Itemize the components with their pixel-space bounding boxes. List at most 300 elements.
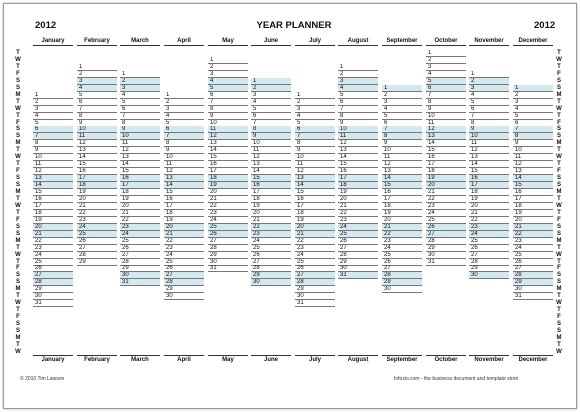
day-cell-april-10[interactable]: 10 (164, 154, 204, 161)
day-cell-january-5[interactable]: 5 (33, 120, 73, 127)
day-cell-september-12[interactable]: 12 (382, 161, 422, 168)
day-cell-august-17[interactable]: 17 (338, 175, 378, 182)
day-cell-june-17[interactable]: 17 (251, 189, 291, 196)
day-cell-february-3[interactable]: 3 (77, 78, 117, 85)
day-cell-may-12[interactable]: 12 (208, 133, 248, 140)
day-cell-december-19[interactable]: 19 (513, 210, 553, 217)
day-cell-july-14[interactable]: 14 (295, 182, 335, 189)
day-cell-july-17[interactable]: 17 (295, 203, 335, 210)
day-cell-march-16[interactable]: 16 (120, 175, 160, 182)
day-cell-november-1[interactable]: 1 (469, 71, 509, 78)
day-cell-october-23[interactable]: 23 (426, 203, 466, 210)
day-cell-july-4[interactable]: 4 (295, 113, 335, 120)
day-cell-january-6[interactable]: 6 (33, 126, 73, 133)
day-cell-march-21[interactable]: 21 (120, 210, 160, 217)
day-cell-november-10[interactable]: 10 (469, 133, 509, 140)
day-cell-may-7[interactable]: 7 (208, 99, 248, 106)
day-cell-september-3[interactable]: 3 (382, 99, 422, 106)
day-cell-november-22[interactable]: 22 (469, 217, 509, 224)
day-cell-march-22[interactable]: 22 (120, 217, 160, 224)
day-cell-may-29[interactable]: 29 (208, 252, 248, 259)
day-cell-may-5[interactable]: 5 (208, 85, 248, 92)
day-cell-october-31[interactable]: 31 (426, 259, 466, 266)
day-cell-december-30[interactable]: 30 (513, 286, 553, 293)
day-cell-june-22[interactable]: 22 (251, 224, 291, 231)
day-cell-january-10[interactable]: 10 (33, 154, 73, 161)
day-cell-september-1[interactable]: 1 (382, 85, 422, 92)
day-cell-march-31[interactable]: 31 (120, 279, 160, 286)
day-cell-december-1[interactable]: 1 (513, 85, 553, 92)
day-cell-september-4[interactable]: 4 (382, 106, 422, 113)
day-cell-december-21[interactable]: 21 (513, 224, 553, 231)
day-cell-january-17[interactable]: 17 (33, 203, 73, 210)
day-cell-february-12[interactable]: 12 (77, 140, 117, 147)
day-cell-september-14[interactable]: 14 (382, 175, 422, 182)
day-cell-february-14[interactable]: 14 (77, 154, 117, 161)
day-cell-july-21[interactable]: 21 (295, 231, 335, 238)
day-cell-july-7[interactable]: 7 (295, 133, 335, 140)
day-cell-march-12[interactable]: 12 (120, 147, 160, 154)
day-cell-october-24[interactable]: 24 (426, 210, 466, 217)
day-cell-july-28[interactable]: 28 (295, 279, 335, 286)
day-cell-december-17[interactable]: 17 (513, 196, 553, 203)
day-cell-january-30[interactable]: 30 (33, 293, 73, 300)
day-cell-january-26[interactable]: 26 (33, 265, 73, 272)
day-cell-june-6[interactable]: 6 (251, 113, 291, 120)
day-cell-march-9[interactable]: 9 (120, 126, 160, 133)
day-cell-august-24[interactable]: 24 (338, 224, 378, 231)
day-cell-june-21[interactable]: 21 (251, 217, 291, 224)
day-cell-april-3[interactable]: 3 (164, 106, 204, 113)
day-cell-october-26[interactable]: 26 (426, 224, 466, 231)
day-cell-december-26[interactable]: 26 (513, 259, 553, 266)
day-cell-april-6[interactable]: 6 (164, 126, 204, 133)
day-cell-april-20[interactable]: 20 (164, 224, 204, 231)
day-cell-december-18[interactable]: 18 (513, 203, 553, 210)
day-cell-june-20[interactable]: 20 (251, 210, 291, 217)
day-cell-july-24[interactable]: 24 (295, 252, 335, 259)
day-cell-october-9[interactable]: 9 (426, 106, 466, 113)
day-cell-november-5[interactable]: 5 (469, 99, 509, 106)
day-cell-august-2[interactable]: 2 (338, 71, 378, 78)
day-cell-december-8[interactable]: 8 (513, 133, 553, 140)
day-cell-november-4[interactable]: 4 (469, 92, 509, 99)
day-cell-july-18[interactable]: 18 (295, 210, 335, 217)
day-cell-february-21[interactable]: 21 (77, 203, 117, 210)
day-cell-april-11[interactable]: 11 (164, 161, 204, 168)
day-cell-december-24[interactable]: 24 (513, 245, 553, 252)
day-cell-october-4[interactable]: 4 (426, 71, 466, 78)
day-cell-july-20[interactable]: 20 (295, 224, 335, 231)
day-cell-january-12[interactable]: 12 (33, 168, 73, 175)
day-cell-january-24[interactable]: 24 (33, 252, 73, 259)
day-cell-august-22[interactable]: 22 (338, 210, 378, 217)
day-cell-may-20[interactable]: 20 (208, 189, 248, 196)
day-cell-may-14[interactable]: 14 (208, 147, 248, 154)
day-cell-january-15[interactable]: 15 (33, 189, 73, 196)
day-cell-may-8[interactable]: 8 (208, 106, 248, 113)
day-cell-august-21[interactable]: 21 (338, 203, 378, 210)
day-cell-may-1[interactable]: 1 (208, 57, 248, 64)
day-cell-april-29[interactable]: 29 (164, 286, 204, 293)
day-cell-february-1[interactable]: 1 (77, 64, 117, 71)
day-cell-june-3[interactable]: 3 (251, 92, 291, 99)
day-cell-november-14[interactable]: 14 (469, 161, 509, 168)
day-cell-april-23[interactable]: 23 (164, 245, 204, 252)
day-cell-october-18[interactable]: 18 (426, 168, 466, 175)
day-cell-november-20[interactable]: 20 (469, 203, 509, 210)
day-cell-march-24[interactable]: 24 (120, 231, 160, 238)
day-cell-october-5[interactable]: 5 (426, 78, 466, 85)
day-cell-september-2[interactable]: 2 (382, 92, 422, 99)
day-cell-march-13[interactable]: 13 (120, 154, 160, 161)
day-cell-september-16[interactable]: 16 (382, 189, 422, 196)
day-cell-january-23[interactable]: 23 (33, 245, 73, 252)
day-cell-november-29[interactable]: 29 (469, 265, 509, 272)
day-cell-may-9[interactable]: 9 (208, 113, 248, 120)
day-cell-october-13[interactable]: 13 (426, 133, 466, 140)
day-cell-february-17[interactable]: 17 (77, 175, 117, 182)
day-cell-december-14[interactable]: 14 (513, 175, 553, 182)
day-cell-january-4[interactable]: 4 (33, 113, 73, 120)
day-cell-january-3[interactable]: 3 (33, 106, 73, 113)
day-cell-march-23[interactable]: 23 (120, 224, 160, 231)
day-cell-june-11[interactable]: 11 (251, 147, 291, 154)
day-cell-september-28[interactable]: 28 (382, 272, 422, 279)
day-cell-june-12[interactable]: 12 (251, 154, 291, 161)
day-cell-august-5[interactable]: 5 (338, 92, 378, 99)
day-cell-august-6[interactable]: 6 (338, 99, 378, 106)
day-cell-april-8[interactable]: 8 (164, 140, 204, 147)
day-cell-april-18[interactable]: 18 (164, 210, 204, 217)
day-cell-may-22[interactable]: 22 (208, 203, 248, 210)
day-cell-february-27[interactable]: 27 (77, 245, 117, 252)
day-cell-july-16[interactable]: 16 (295, 196, 335, 203)
day-cell-july-22[interactable]: 22 (295, 238, 335, 245)
day-cell-september-24[interactable]: 24 (382, 245, 422, 252)
day-cell-june-9[interactable]: 9 (251, 133, 291, 140)
day-cell-february-24[interactable]: 24 (77, 224, 117, 231)
day-cell-october-30[interactable]: 30 (426, 252, 466, 259)
day-cell-september-19[interactable]: 19 (382, 210, 422, 217)
day-cell-march-8[interactable]: 8 (120, 120, 160, 127)
day-cell-april-21[interactable]: 21 (164, 231, 204, 238)
day-cell-april-19[interactable]: 19 (164, 217, 204, 224)
day-cell-december-16[interactable]: 16 (513, 189, 553, 196)
day-cell-november-23[interactable]: 23 (469, 224, 509, 231)
day-cell-october-20[interactable]: 20 (426, 182, 466, 189)
day-cell-july-31[interactable]: 31 (295, 300, 335, 307)
day-cell-july-23[interactable]: 23 (295, 245, 335, 252)
day-cell-march-4[interactable]: 4 (120, 92, 160, 99)
day-cell-september-15[interactable]: 15 (382, 182, 422, 189)
day-cell-october-6[interactable]: 6 (426, 85, 466, 92)
day-cell-may-16[interactable]: 16 (208, 161, 248, 168)
day-cell-may-28[interactable]: 28 (208, 245, 248, 252)
day-cell-february-4[interactable]: 4 (77, 85, 117, 92)
day-cell-november-13[interactable]: 13 (469, 154, 509, 161)
day-cell-august-4[interactable]: 4 (338, 85, 378, 92)
day-cell-december-13[interactable]: 13 (513, 168, 553, 175)
day-cell-may-4[interactable]: 4 (208, 78, 248, 85)
day-cell-august-1[interactable]: 1 (338, 64, 378, 71)
day-cell-may-11[interactable]: 11 (208, 126, 248, 133)
day-cell-september-20[interactable]: 20 (382, 217, 422, 224)
day-cell-may-31[interactable]: 31 (208, 265, 248, 272)
day-cell-october-15[interactable]: 15 (426, 147, 466, 154)
day-cell-november-7[interactable]: 7 (469, 113, 509, 120)
day-cell-may-27[interactable]: 27 (208, 238, 248, 245)
day-cell-september-9[interactable]: 9 (382, 140, 422, 147)
day-cell-january-2[interactable]: 2 (33, 99, 73, 106)
day-cell-may-21[interactable]: 21 (208, 196, 248, 203)
day-cell-december-29[interactable]: 29 (513, 279, 553, 286)
day-cell-april-16[interactable]: 16 (164, 196, 204, 203)
day-cell-april-2[interactable]: 2 (164, 99, 204, 106)
day-cell-november-16[interactable]: 16 (469, 175, 509, 182)
day-cell-november-26[interactable]: 26 (469, 245, 509, 252)
day-cell-february-26[interactable]: 26 (77, 238, 117, 245)
day-cell-june-7[interactable]: 7 (251, 120, 291, 127)
day-cell-march-14[interactable]: 14 (120, 161, 160, 168)
day-cell-july-11[interactable]: 11 (295, 161, 335, 168)
day-cell-june-19[interactable]: 19 (251, 203, 291, 210)
day-cell-april-26[interactable]: 26 (164, 265, 204, 272)
day-cell-january-25[interactable]: 25 (33, 259, 73, 266)
day-cell-september-11[interactable]: 11 (382, 154, 422, 161)
day-cell-july-9[interactable]: 9 (295, 147, 335, 154)
day-cell-august-14[interactable]: 14 (338, 154, 378, 161)
day-cell-august-3[interactable]: 3 (338, 78, 378, 85)
day-cell-april-4[interactable]: 4 (164, 113, 204, 120)
day-cell-april-15[interactable]: 15 (164, 189, 204, 196)
day-cell-june-27[interactable]: 27 (251, 259, 291, 266)
day-cell-may-18[interactable]: 18 (208, 175, 248, 182)
day-cell-september-23[interactable]: 23 (382, 238, 422, 245)
day-cell-june-28[interactable]: 28 (251, 265, 291, 272)
day-cell-january-8[interactable]: 8 (33, 140, 73, 147)
day-cell-may-23[interactable]: 23 (208, 210, 248, 217)
day-cell-february-16[interactable]: 16 (77, 168, 117, 175)
day-cell-june-23[interactable]: 23 (251, 231, 291, 238)
day-cell-july-26[interactable]: 26 (295, 265, 335, 272)
day-cell-march-3[interactable]: 3 (120, 85, 160, 92)
day-cell-may-25[interactable]: 25 (208, 224, 248, 231)
day-cell-january-9[interactable]: 9 (33, 147, 73, 154)
day-cell-july-1[interactable]: 1 (295, 92, 335, 99)
day-cell-june-24[interactable]: 24 (251, 238, 291, 245)
day-cell-september-25[interactable]: 25 (382, 252, 422, 259)
day-cell-june-14[interactable]: 14 (251, 168, 291, 175)
day-cell-july-3[interactable]: 3 (295, 106, 335, 113)
day-cell-october-12[interactable]: 12 (426, 126, 466, 133)
day-cell-august-18[interactable]: 18 (338, 182, 378, 189)
day-cell-november-3[interactable]: 3 (469, 85, 509, 92)
day-cell-october-21[interactable]: 21 (426, 189, 466, 196)
day-cell-june-30[interactable]: 30 (251, 279, 291, 286)
day-cell-april-25[interactable]: 25 (164, 259, 204, 266)
day-cell-november-28[interactable]: 28 (469, 259, 509, 266)
day-cell-april-28[interactable]: 28 (164, 279, 204, 286)
day-cell-august-10[interactable]: 10 (338, 126, 378, 133)
day-cell-may-19[interactable]: 19 (208, 182, 248, 189)
day-cell-october-16[interactable]: 16 (426, 154, 466, 161)
day-cell-august-16[interactable]: 16 (338, 168, 378, 175)
day-cell-november-24[interactable]: 24 (469, 231, 509, 238)
day-cell-december-25[interactable]: 25 (513, 252, 553, 259)
day-cell-april-30[interactable]: 30 (164, 293, 204, 300)
day-cell-november-6[interactable]: 6 (469, 106, 509, 113)
day-cell-march-15[interactable]: 15 (120, 168, 160, 175)
day-cell-october-29[interactable]: 29 (426, 245, 466, 252)
day-cell-december-31[interactable]: 31 (513, 293, 553, 300)
day-cell-april-27[interactable]: 27 (164, 272, 204, 279)
day-cell-february-7[interactable]: 7 (77, 106, 117, 113)
day-cell-january-29[interactable]: 29 (33, 286, 73, 293)
day-cell-december-5[interactable]: 5 (513, 113, 553, 120)
day-cell-april-24[interactable]: 24 (164, 252, 204, 259)
day-cell-august-9[interactable]: 9 (338, 120, 378, 127)
day-cell-march-7[interactable]: 7 (120, 113, 160, 120)
day-cell-march-20[interactable]: 20 (120, 203, 160, 210)
day-cell-august-7[interactable]: 7 (338, 106, 378, 113)
day-cell-november-11[interactable]: 11 (469, 140, 509, 147)
day-cell-january-28[interactable]: 28 (33, 279, 73, 286)
day-cell-november-8[interactable]: 8 (469, 120, 509, 127)
day-cell-february-20[interactable]: 20 (77, 196, 117, 203)
day-cell-september-17[interactable]: 17 (382, 196, 422, 203)
day-cell-february-28[interactable]: 28 (77, 252, 117, 259)
day-cell-july-29[interactable]: 29 (295, 286, 335, 293)
day-cell-october-7[interactable]: 7 (426, 92, 466, 99)
day-cell-november-27[interactable]: 27 (469, 252, 509, 259)
day-cell-january-18[interactable]: 18 (33, 210, 73, 217)
day-cell-january-27[interactable]: 27 (33, 272, 73, 279)
day-cell-february-9[interactable]: 9 (77, 120, 117, 127)
day-cell-march-25[interactable]: 25 (120, 238, 160, 245)
day-cell-march-29[interactable]: 29 (120, 265, 160, 272)
day-cell-september-13[interactable]: 13 (382, 168, 422, 175)
day-cell-november-18[interactable]: 18 (469, 189, 509, 196)
day-cell-march-10[interactable]: 10 (120, 133, 160, 140)
day-cell-october-2[interactable]: 2 (426, 57, 466, 64)
day-cell-november-12[interactable]: 12 (469, 147, 509, 154)
day-cell-november-17[interactable]: 17 (469, 182, 509, 189)
day-cell-april-14[interactable]: 14 (164, 182, 204, 189)
day-cell-december-2[interactable]: 2 (513, 92, 553, 99)
day-cell-february-13[interactable]: 13 (77, 147, 117, 154)
day-cell-august-29[interactable]: 29 (338, 259, 378, 266)
day-cell-june-8[interactable]: 8 (251, 126, 291, 133)
day-cell-december-28[interactable]: 28 (513, 272, 553, 279)
day-cell-october-8[interactable]: 8 (426, 99, 466, 106)
day-cell-september-26[interactable]: 26 (382, 259, 422, 266)
day-cell-june-16[interactable]: 16 (251, 182, 291, 189)
day-cell-october-14[interactable]: 14 (426, 140, 466, 147)
day-cell-september-6[interactable]: 6 (382, 120, 422, 127)
day-cell-november-9[interactable]: 9 (469, 126, 509, 133)
day-cell-march-26[interactable]: 26 (120, 245, 160, 252)
day-cell-september-10[interactable]: 10 (382, 147, 422, 154)
day-cell-december-20[interactable]: 20 (513, 217, 553, 224)
day-cell-august-26[interactable]: 26 (338, 238, 378, 245)
day-cell-october-27[interactable]: 27 (426, 231, 466, 238)
day-cell-august-15[interactable]: 15 (338, 161, 378, 168)
day-cell-september-30[interactable]: 30 (382, 286, 422, 293)
day-cell-august-28[interactable]: 28 (338, 252, 378, 259)
day-cell-may-26[interactable]: 26 (208, 231, 248, 238)
day-cell-march-30[interactable]: 30 (120, 272, 160, 279)
day-cell-february-10[interactable]: 10 (77, 126, 117, 133)
day-cell-november-21[interactable]: 21 (469, 210, 509, 217)
day-cell-december-6[interactable]: 6 (513, 120, 553, 127)
day-cell-april-22[interactable]: 22 (164, 238, 204, 245)
day-cell-august-23[interactable]: 23 (338, 217, 378, 224)
day-cell-february-6[interactable]: 6 (77, 99, 117, 106)
day-cell-february-25[interactable]: 25 (77, 231, 117, 238)
day-cell-july-13[interactable]: 13 (295, 175, 335, 182)
day-cell-may-17[interactable]: 17 (208, 168, 248, 175)
day-cell-march-11[interactable]: 11 (120, 140, 160, 147)
day-cell-december-4[interactable]: 4 (513, 106, 553, 113)
day-cell-june-25[interactable]: 25 (251, 245, 291, 252)
day-cell-november-30[interactable]: 30 (469, 272, 509, 279)
day-cell-august-13[interactable]: 13 (338, 147, 378, 154)
day-cell-march-19[interactable]: 19 (120, 196, 160, 203)
day-cell-april-5[interactable]: 5 (164, 120, 204, 127)
day-cell-january-14[interactable]: 14 (33, 182, 73, 189)
day-cell-october-10[interactable]: 10 (426, 113, 466, 120)
day-cell-may-2[interactable]: 2 (208, 64, 248, 71)
day-cell-october-22[interactable]: 22 (426, 196, 466, 203)
day-cell-february-11[interactable]: 11 (77, 133, 117, 140)
day-cell-november-25[interactable]: 25 (469, 238, 509, 245)
day-cell-april-17[interactable]: 17 (164, 203, 204, 210)
day-cell-july-5[interactable]: 5 (295, 120, 335, 127)
day-cell-april-9[interactable]: 9 (164, 147, 204, 154)
day-cell-january-31[interactable]: 31 (33, 300, 73, 307)
day-cell-january-22[interactable]: 22 (33, 238, 73, 245)
day-cell-september-21[interactable]: 21 (382, 224, 422, 231)
day-cell-january-16[interactable]: 16 (33, 196, 73, 203)
day-cell-february-18[interactable]: 18 (77, 182, 117, 189)
day-cell-november-19[interactable]: 19 (469, 196, 509, 203)
day-cell-september-5[interactable]: 5 (382, 113, 422, 120)
day-cell-april-12[interactable]: 12 (164, 168, 204, 175)
day-cell-june-13[interactable]: 13 (251, 161, 291, 168)
day-cell-january-13[interactable]: 13 (33, 175, 73, 182)
day-cell-december-7[interactable]: 7 (513, 126, 553, 133)
day-cell-september-29[interactable]: 29 (382, 279, 422, 286)
day-cell-july-6[interactable]: 6 (295, 126, 335, 133)
day-cell-august-11[interactable]: 11 (338, 133, 378, 140)
day-cell-june-29[interactable]: 29 (251, 272, 291, 279)
day-cell-march-18[interactable]: 18 (120, 189, 160, 196)
day-cell-october-17[interactable]: 17 (426, 161, 466, 168)
day-cell-november-2[interactable]: 2 (469, 78, 509, 85)
day-cell-july-19[interactable]: 19 (295, 217, 335, 224)
day-cell-august-27[interactable]: 27 (338, 245, 378, 252)
day-cell-july-10[interactable]: 10 (295, 154, 335, 161)
day-cell-october-1[interactable]: 1 (426, 50, 466, 57)
day-cell-july-25[interactable]: 25 (295, 259, 335, 266)
day-cell-march-2[interactable]: 2 (120, 78, 160, 85)
day-cell-july-15[interactable]: 15 (295, 189, 335, 196)
day-cell-june-2[interactable]: 2 (251, 85, 291, 92)
day-cell-june-1[interactable]: 1 (251, 78, 291, 85)
day-cell-april-7[interactable]: 7 (164, 133, 204, 140)
day-cell-september-8[interactable]: 8 (382, 133, 422, 140)
